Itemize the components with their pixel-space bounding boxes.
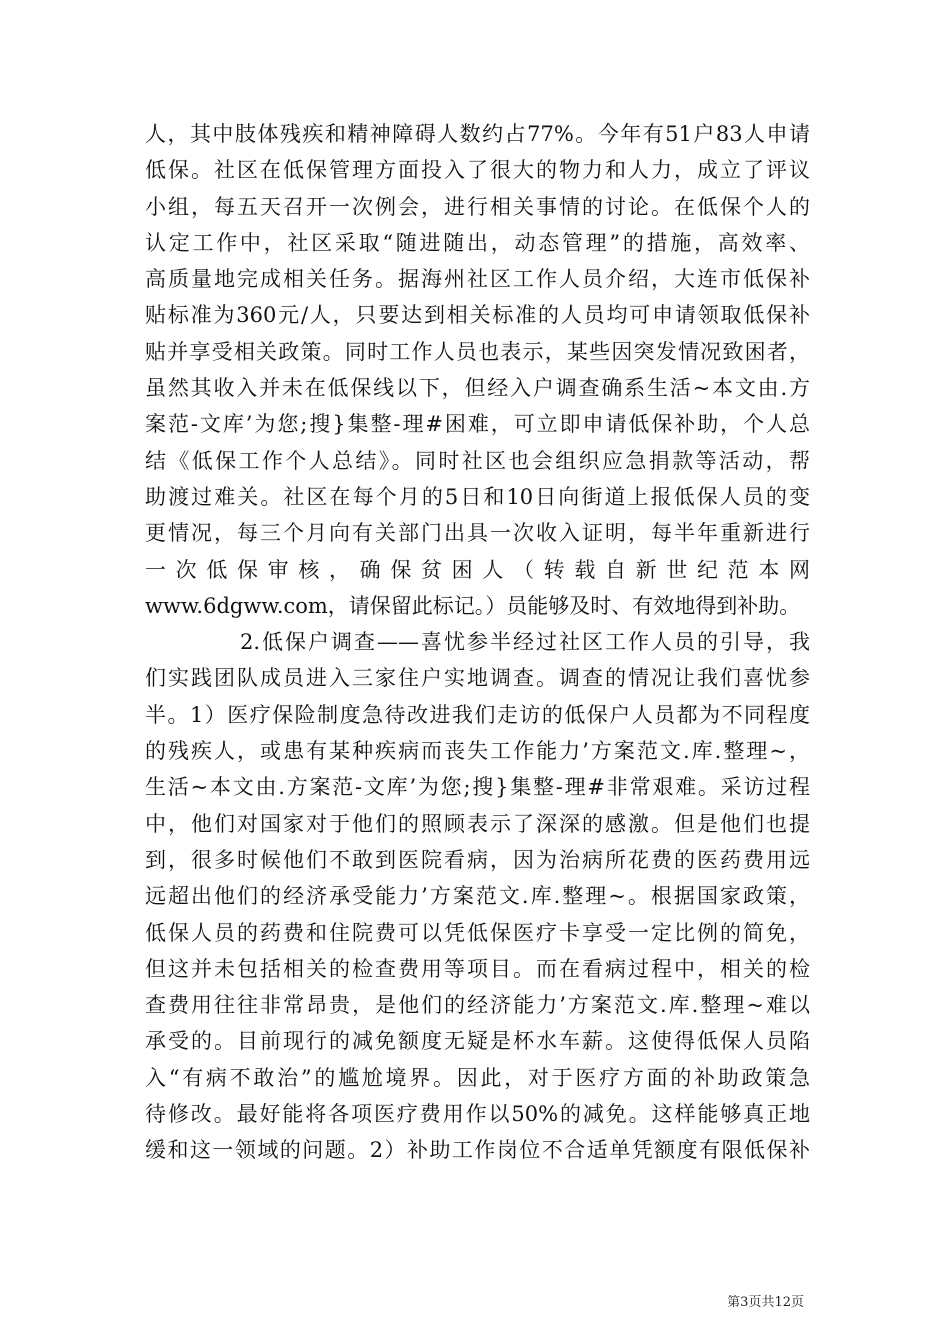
text-line: 待修改。最好能将各项医疗费用作以50%的减免。这样能够真正地 (145, 1102, 810, 1127)
text-line: 生活~本文由.方案范-文库’为您;搜}集整-理#非常艰难。采访过程 (145, 775, 810, 800)
page-number-footer: 第3页共12页 (727, 1295, 804, 1310)
text-line: 但这并未包括相关的检查费用等项目。而在看病过程中，相关的检 (145, 956, 810, 981)
text-line: 中，他们对国家对于他们的照顾表示了深深的感激。但是他们也提 (145, 811, 810, 836)
text-line: 缓和这一领域的问题。2）补助工作岗位不合适单凭额度有限低保补 (145, 1138, 810, 1163)
text-line: 结《低保工作个人总结》。同时社区也会组织应急捐款等活动，帮 (145, 448, 810, 473)
text-line: 贴并享受相关政策。同时工作人员也表示，某些因突发情况致困者， (145, 339, 810, 364)
text-line: 人，其中肢体残疾和精神障碍人数约占77%。今年有51户83人申请 (145, 122, 810, 146)
text-line: 小组，每五天召开一次例会，进行相关事情的讨论。在低保个人的 (145, 194, 810, 219)
text-line: 的残疾人，或患有某种疾病而丧失工作能力’方案范文.库.整理~， (145, 739, 810, 764)
document-body (145, 116, 810, 1169)
text-line: 虽然其收入并未在低保线以下，但经入户调查确系生活~本文由.方 (145, 376, 810, 401)
text-line: 更情况，每三个月向有关部门出具一次收入证明，每半年重新进行 (145, 521, 810, 546)
text-line-indented: 2.低保户调查——喜忧参半经过社区工作人员的引导，我 (240, 630, 810, 655)
text-line: 案范-文库’为您;搜}集整-理#困难，可立即申请低保补助，个人总 (145, 412, 810, 437)
text-line: 高质量地完成相关任务。据海州社区工作人员介绍，大连市低保补 (145, 267, 810, 292)
text-line: 认定工作中，社区采取“随进随出，动态管理”的措施，高效率、 (145, 230, 810, 255)
text-line: 查费用往往非常昂贵，是他们的经济能力’方案范文.库.整理~难以 (145, 993, 810, 1018)
text-line: 承受的。目前现行的减免额度无疑是杯水车薪。这使得低保人员陷 (145, 1029, 810, 1054)
text-line: 到，很多时候他们不敢到医院看病，因为治病所花费的医药费用远 (145, 847, 810, 872)
text-line: 们实践团队成员进入三家住户实地调查。调查的情况让我们喜忧参 (145, 666, 810, 691)
text-line: 半。1）医疗保险制度急待改进我们走访的低保户人员都为不同程度 (145, 702, 810, 727)
text-line: 助渡过难关。社区在每个月的5日和10日向街道上报低保人员的变 (145, 484, 810, 509)
text-line: 入“有病不敢治”的尴尬境界。因此，对于医疗方面的补助政策急 (145, 1065, 810, 1090)
text-line: 远超出他们的经济承受能力’方案范文.库.整理~。根据国家政策， (145, 884, 810, 909)
text-line: 低保人员的药费和住院费可以凭低保医疗卡享受一定比例的简免， (145, 920, 810, 945)
text-line: 贴标准为360元/人，只要达到相关标准的人员均可申请领取低保补 (145, 303, 810, 328)
text-line: www.6dgww.com，请保留此标记。）员能够及时、有效地得到补助。 (145, 593, 801, 618)
text-line: 一次低保审核，确保贫困人（转载自新世纪范本网 (145, 557, 810, 582)
text-line: 低保。社区在低保管理方面投入了很大的物力和人力，成立了评议 (145, 158, 810, 183)
